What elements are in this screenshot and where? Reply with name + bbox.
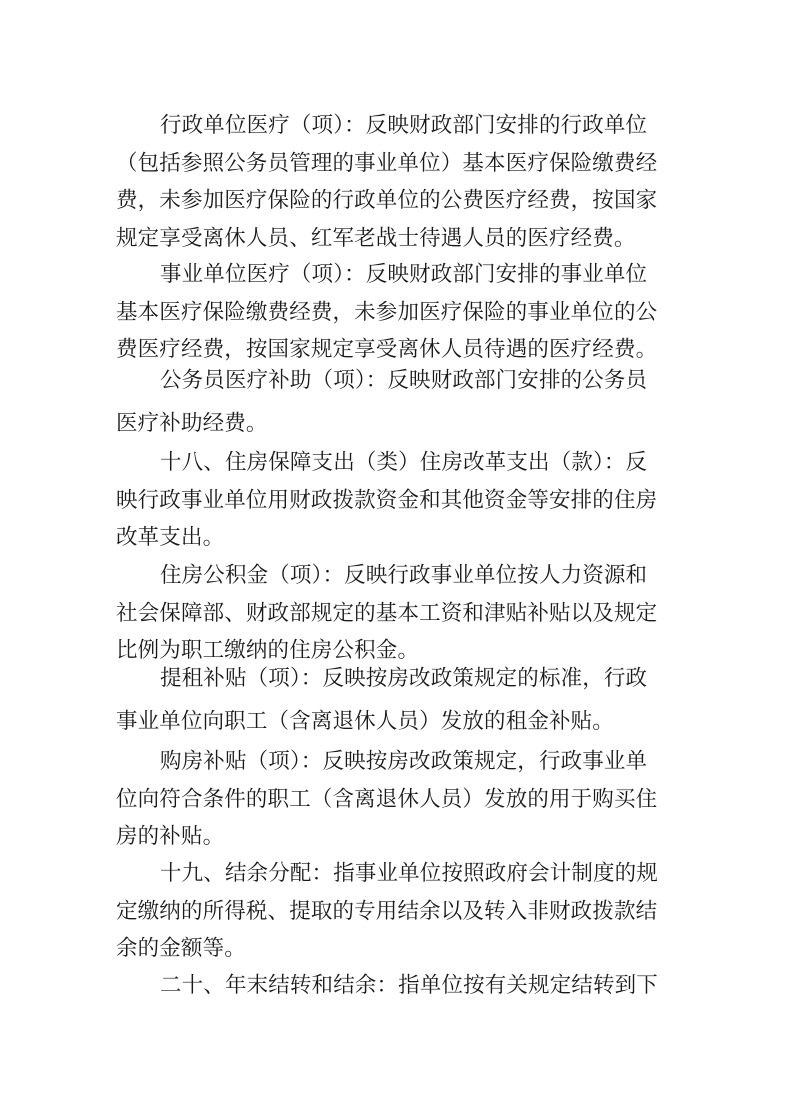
text-line: 二十、年末结转和结余：指单位按有关规定结转到下 [160, 973, 658, 998]
text-line: 十九、结余分配：指事业单位按照政府会计制度的规 [160, 861, 658, 886]
text-line: 基本医疗保险缴费经费，未参加医疗保险的事业单位的公 [116, 299, 658, 325]
paragraph-surplus-distribution [116, 855, 664, 968]
text-line: 房的补贴。 [116, 824, 225, 849]
text-line: 比例为职工缴纳的住房公积金。 [116, 638, 420, 663]
text-line: 十八、住房保障支出（类）住房改革支出（款）：反 [160, 450, 648, 475]
text-line: 住房公积金（项）：反映行政事业单位按人力资源和 [160, 563, 648, 588]
text-line: 费，未参加医疗保险的行政单位的公费医疗经费，按国家 [116, 188, 658, 213]
text-line: 费医疗经费，按国家规定享受离休人员待遇的医疗经费。 [116, 337, 658, 362]
paragraph-year-end-carryover [116, 967, 664, 1005]
text-line: 事业单位向职工（含离退休人员）发放的租金补贴。 [116, 708, 614, 734]
text-line: 余的金额等。 [116, 936, 246, 961]
text-line: 位向符合条件的职工（含离退休人员）发放的用于购买住 [116, 786, 658, 812]
text-line: 医疗补助经费。 [116, 410, 268, 436]
text-line: 定缴纳的所得税、提取的专用结余以及转入非财政拨款结 [116, 898, 658, 924]
paragraph-housing-security [116, 444, 664, 557]
paragraph-admin-medical [116, 107, 664, 257]
text-line: 规定享受离休人员、红军老战士待遇人员的医疗经费。 [116, 225, 636, 251]
text-line: 公务员医疗补助（项）：反映财政部门安排的公务员 [160, 368, 648, 393]
text-line: 社会保障部、财政部规定的基本工资和津贴补贴以及规定 [116, 600, 658, 626]
paragraph-housing-fund [116, 557, 664, 670]
text-line: 改革支出。 [116, 525, 225, 550]
text-line: 提租补贴（项）：反映按房改政策规定的标准，行政 [160, 666, 648, 691]
text-line: 事业单位医疗（项）：反映财政部门安排的事业单位 [160, 262, 648, 287]
text-line: 购房补贴（项）：反映按房改政策规定，行政事业单 [160, 749, 648, 774]
text-line: （包括参照公务员管理的事业单位）基本医疗保险缴费经 [116, 150, 658, 176]
paragraph-civil-servant-subsidy [116, 362, 664, 442]
paragraph-purchase-subsidy [116, 743, 664, 856]
text-line: 映行政事业单位用财政拨款资金和其他资金等安排的住房 [116, 487, 658, 513]
paragraph-rent-subsidy [116, 660, 664, 740]
paragraph-institution-medical [116, 256, 664, 369]
text-line: 行政单位医疗（项）：反映财政部门安排的行政单位 [160, 113, 648, 138]
